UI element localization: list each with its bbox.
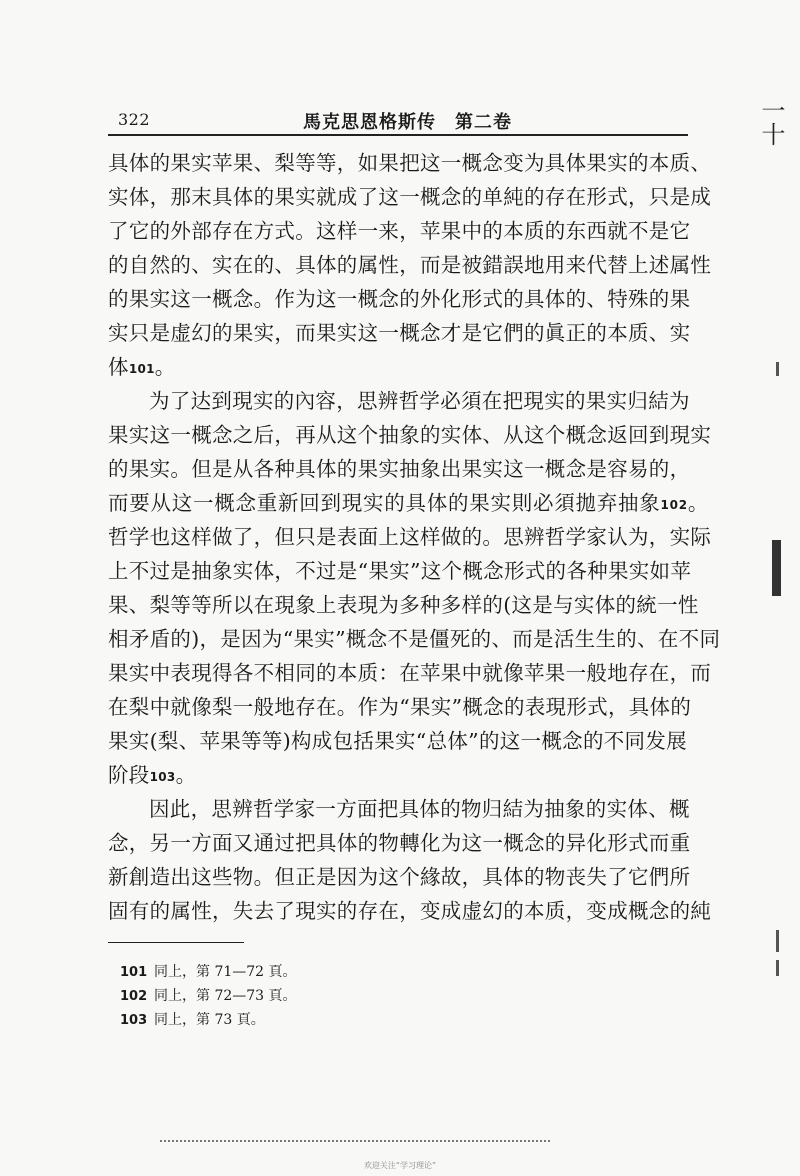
text-line: 为了达到現实的內容，思辨哲学必須在把現实的果实归結为: [149, 389, 690, 413]
text-line: 果实这一概念之后，再从这个抽象的实体、从这个概念返回到現实: [108, 423, 712, 447]
margin-annotation: 一十: [757, 98, 785, 146]
footnote-101: [120, 960, 520, 984]
paragraph-1: [108, 146, 712, 384]
text-line: 新創造出这些物。但正是因为这个緣故，具体的物丧失了它們所: [108, 865, 691, 889]
footnote-ref-101[interactable]: 101: [128, 362, 155, 376]
text-line: 具体的果实苹果、梨等等，如果把这一概念变为具体果实的本质、: [108, 151, 712, 175]
text-line: 的果实。但是从各种具体的果实抽象出果实这一概念是容易的，: [108, 457, 691, 481]
body-text: [108, 146, 721, 928]
text-line: [108, 350, 686, 384]
scan-noise: [160, 1140, 550, 1142]
text-line: 果、梨等等所以在現象上表現为多种多样的(这是与实体的統一性: [108, 593, 699, 617]
text-line: 念，另一方面又通过把具体的物轉化为这一概念的异化形式而重: [108, 831, 691, 855]
scan-margin-mark: [772, 540, 781, 596]
footnote-number: 102: [120, 989, 148, 1004]
scan-margin-mark: [776, 930, 779, 952]
footnote-ref-103[interactable]: 103: [149, 770, 176, 784]
text-line: 因此，思辨哲学家一方面把具体的物归結为抽象的实体、概: [149, 797, 690, 821]
footnote-text: 同上，第 71—72 頁。: [154, 964, 297, 980]
line-text: 体: [108, 355, 129, 379]
line-tail: 。: [687, 491, 710, 515]
footnote-number: 101: [120, 965, 148, 980]
watermark: 欢迎关注“学习理论”: [363, 1161, 437, 1170]
text-line: 实只是虚幻的果实，而果实这一概念才是它們的眞正的本质、实: [108, 321, 691, 345]
footnote-text: 同上，第 73 頁。: [154, 1012, 265, 1028]
line-tail: 。: [175, 763, 197, 787]
footnote-number: 103: [120, 1013, 148, 1028]
line-text: 阶段: [108, 763, 150, 787]
line-tail: 。: [154, 355, 176, 379]
footnotes: [120, 960, 520, 1032]
text-line: 了它的外部存在方式。这样一来，苹果中的本质的东西就不是它: [108, 219, 691, 243]
text-line: 固有的属性，失去了現实的存在，变成虚幻的本质，变成概念的純: [108, 899, 712, 923]
footnote-ref-102[interactable]: 102: [660, 498, 688, 512]
text-line: [108, 486, 710, 520]
line-text: 而要从这一概念重新回到現实的具体的果实則必須拋弃抽象: [108, 491, 661, 515]
page-header: [108, 108, 688, 136]
scan-margin-mark: [776, 960, 779, 976]
text-line: [108, 758, 686, 792]
text-line: 果实(梨、苹果等等)构成包括果实“总体”的这一概念的不同发展: [108, 729, 687, 753]
text-line: 上不过是抽象实体，不过是“果实”这个概念形式的各种果实如苹: [108, 559, 692, 583]
footnote-103: [120, 1008, 520, 1032]
page-number: 322: [118, 110, 151, 129]
text-line: 果实中表現得各不相同的本质：在苹果中就像苹果一般地存在，而: [108, 661, 712, 685]
text-line: 的自然的、实在的、具体的属性，而是被錯誤地用来代替上述属性: [108, 253, 712, 277]
text-line: 在梨中就像梨一般地存在。作为“果实”概念的表現形式，具体的: [108, 695, 692, 719]
text-line: 哲学也这样做了，但只是表面上这样做的。思辨哲学家认为，实际: [108, 525, 712, 549]
text-line: 实体，那末具体的果实就成了这一概念的单純的存在形式，只是成: [108, 185, 712, 209]
footnote-102: [120, 984, 520, 1008]
paragraph-3: [108, 792, 712, 928]
text-line: 的果实这一概念。作为这一概念的外化形式的具体的、特殊的果: [108, 287, 691, 311]
paragraph-2: [108, 384, 721, 792]
footnote-divider: [108, 942, 244, 943]
scan-margin-mark: [776, 362, 779, 376]
text-line: 相矛盾的)，是因为“果实”概念不是僵死的、而是活生生的、在不同: [108, 627, 721, 651]
running-title: 馬克思恩格斯传 第二卷: [303, 112, 512, 133]
footnote-text: 同上，第 72—73 頁。: [154, 988, 297, 1004]
